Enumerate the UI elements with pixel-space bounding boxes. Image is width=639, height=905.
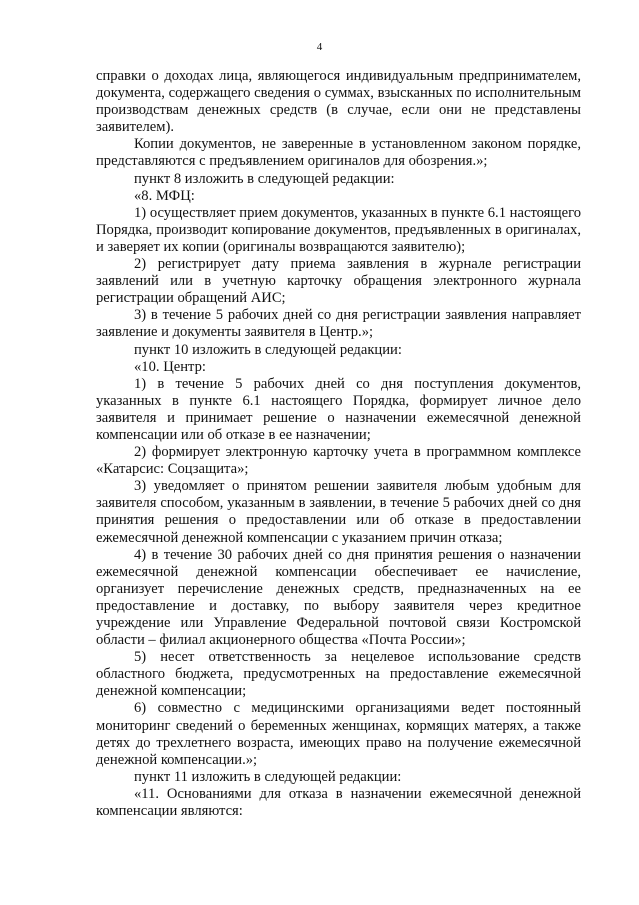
paragraph-copies-note: Копии документов, не заверенные в установленном законом порядке, представляются с предъявлением оригиналов для обозрения.»;	[96, 136, 581, 170]
paragraph-point-10-heading: пункт 10 изложить в следующей редакции:	[134, 341, 402, 358]
paragraph-center-item-1: 1) в течение 5 рабочих дней со дня поступления документов, указанных в пункте 6.1 настоящего Порядка, формирует личное дело заявителя и принимает решение о назначении ежемесячной денежной компенсации или об отказе в ее назначении;	[96, 375, 581, 443]
paragraph-mfc-item-3: 3) в течение 5 рабочих дней со дня регистрации заявления направляет заявление и документы заявителя в Центр.»;	[96, 307, 581, 341]
paragraph-mfc-item-2: 2) регистрирует дату приема заявления в журнале регистрации заявлений или в учетную карточку обращения электронного журнала регистрации обращений АИС;	[96, 256, 581, 307]
paragraph-center-title: «10. Центр:	[134, 358, 206, 375]
paragraph-center-item-6: 6) совместно с медицинскими организациями ведет постоянный мониторинг сведений о беременных женщинах, кормящих матерях, а также детях до трехлетнего возраста, имеющих право на получение ежемесячной денежной компенсации.»;	[96, 700, 581, 768]
document-body	[96, 68, 581, 820]
paragraph-center-item-3: 3) уведомляет о принятом решении заявителя любым удобным для заявителя способом, указанным в заявлении, в течение 5 рабочих дней со дня принятия решения о предоставлении или об отказе в предоставлении ежемесячной денежной компенсации с указанием причин отказа;	[96, 478, 581, 546]
paragraph-center-item-5: 5) несет ответственность за нецелевое использование средств областного бюджета, предусмотренных на предоставление ежемесячной денежной компенсации;	[96, 649, 581, 700]
paragraph-refusal-grounds: «11. Основаниями для отказа в назначении ежемесячной денежной компенсации являются:	[96, 785, 581, 820]
paragraph-center-item-2: 2) формирует электронную карточку учета в программном комплексе «Катарсис: Соцзащита»;	[96, 444, 581, 478]
page-number: 4	[316, 41, 323, 53]
paragraph-mfc-title: «8. МФЦ:	[134, 187, 195, 204]
paragraph-mfc-item-1: 1) осуществляет прием документов, указанных в пункте 6.1 настоящего Порядка, производит копирование документов, предъявленных в оригиналах, и заверяет их копии (оригиналы возвращаются заявителю);	[96, 204, 581, 255]
paragraph-point-11-heading: пункт 11 изложить в следующей редакции:	[134, 768, 402, 785]
paragraph-center-item-4: 4) в течение 30 рабочих дней со дня принятия решения о назначении ежемесячной денежной компенсации обеспечивает ее начисление, организует перечисление денежных средств, предназначенных на ее предоставление и доставку, по выбору заявителя через кредитное учреждение или Управление Федеральной почтовой связи Костромской области – филиал акционерного общества «Почта России»;	[96, 546, 581, 649]
paragraph-point-8-heading: пункт 8 изложить в следующей редакции:	[134, 170, 395, 187]
paragraph-income-certificate: справки о доходах лица, являющегося индивидуальным предпринимателем, документа, содержащего сведения о суммах, взысканных по исполнительным производствам денежных средств (в случае, если они не представлены заявителем).	[96, 68, 581, 136]
